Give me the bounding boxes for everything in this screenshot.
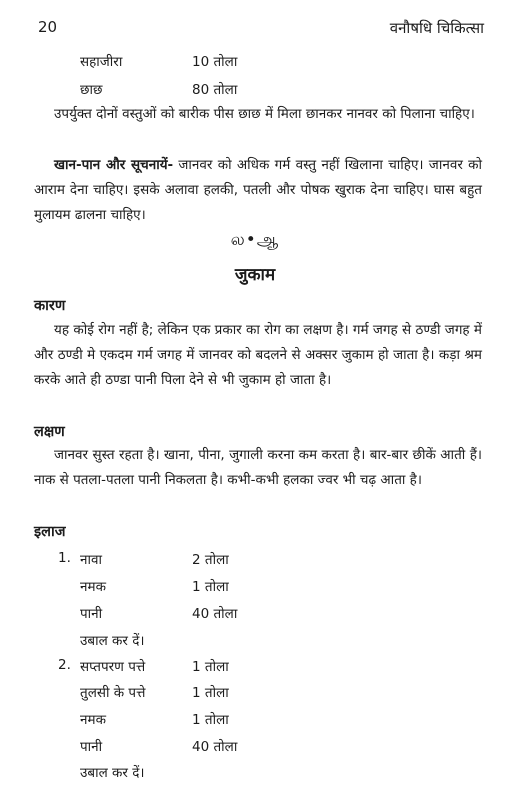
symptoms-heading: लक्षण xyxy=(34,424,65,440)
section-title: जुकाम xyxy=(234,265,276,285)
ingredient-qty: 80 तोला xyxy=(192,82,238,98)
instruction-text: उपर्युक्त दोनों वस्तुओं को बारीक पीस छाछ में मिला छानकर नानवर को पिलाना चाहिए। xyxy=(54,106,475,122)
diet-note-text: जानवर को अधिक गर्म वस्तु नहीं खिलाना चाहिए। जानवर को आराम देना चाहिए। इसके अलावा हलकी, पतली और पोषक खुराक देना चाहिए। घास बहुत मुलायम ढालना चाहिए। xyxy=(34,157,482,223)
ingredient-name: पानी xyxy=(80,606,103,622)
ingredient-name: सहाजीरा xyxy=(80,54,123,70)
diet-note-label: खान-पान और सूचनायें- xyxy=(54,157,174,173)
ingredient-name: नमक xyxy=(80,712,106,728)
cause-heading: कारण xyxy=(34,298,66,314)
cause-text: यह कोई रोग नहीं है; लेकिन एक प्रकार का रोग का लक्षण है। गर्म जगह से ठण्डी जगह में और ठण्डी मे एकदम गर्म जगह में जानवर को बदलने से अक्सर जुकाम हो जाता है। कड़ा श्रम करके आते ही ठण्डा पानी पिला देने से भी जुकाम हो जाता है। xyxy=(34,322,482,388)
ingredient-qty: 1 तोला xyxy=(192,659,229,675)
diet-note-paragraph xyxy=(34,153,482,228)
treatment-heading: इलाज xyxy=(34,524,66,540)
recipe-instruction: उबाल कर दें। xyxy=(80,633,145,649)
ingredient-qty: 40 तोला xyxy=(192,606,238,622)
ingredient-qty: 10 तोला xyxy=(192,54,238,70)
ingredient-name: नावा xyxy=(80,552,102,568)
symptoms-paragraph xyxy=(34,443,482,493)
ingredient-name: नमक xyxy=(80,579,106,595)
cause-paragraph xyxy=(34,318,482,393)
recipe-instruction: उबाल कर दें। xyxy=(80,765,145,781)
ingredient-qty: 2 तोला xyxy=(192,552,229,568)
running-title: वनौषधि चिकित्सा xyxy=(389,19,484,37)
section-ornament: ல•ஆ xyxy=(230,230,280,250)
symptoms-text: जानवर सुस्त रहता है। खाना, पीना, जुगाली करना कम करता है। बार-बार छीकें आती हैं। नाक से पतला-पतला पानी निकलता है। कभी-कभी हलका ज्वर भी चढ़ आता है। xyxy=(34,447,482,488)
instruction-paragraph xyxy=(34,102,482,127)
ingredient-qty: 1 तोला xyxy=(192,712,229,728)
ingredient-name: तुलसी के पत्ते xyxy=(80,685,146,701)
ingredient-qty: 40 तोला xyxy=(192,739,238,755)
ingredient-name: छाछ xyxy=(80,82,103,98)
ingredient-qty: 1 तोला xyxy=(192,685,229,701)
recipe-number: 2. xyxy=(58,657,71,673)
ingredient-qty: 1 तोला xyxy=(192,579,229,595)
ingredient-name: पानी xyxy=(80,739,103,755)
ingredient-name: सप्तपरण पत्ते xyxy=(80,659,146,675)
recipe-number: 1. xyxy=(58,550,71,566)
page-number: 20 xyxy=(38,18,58,36)
